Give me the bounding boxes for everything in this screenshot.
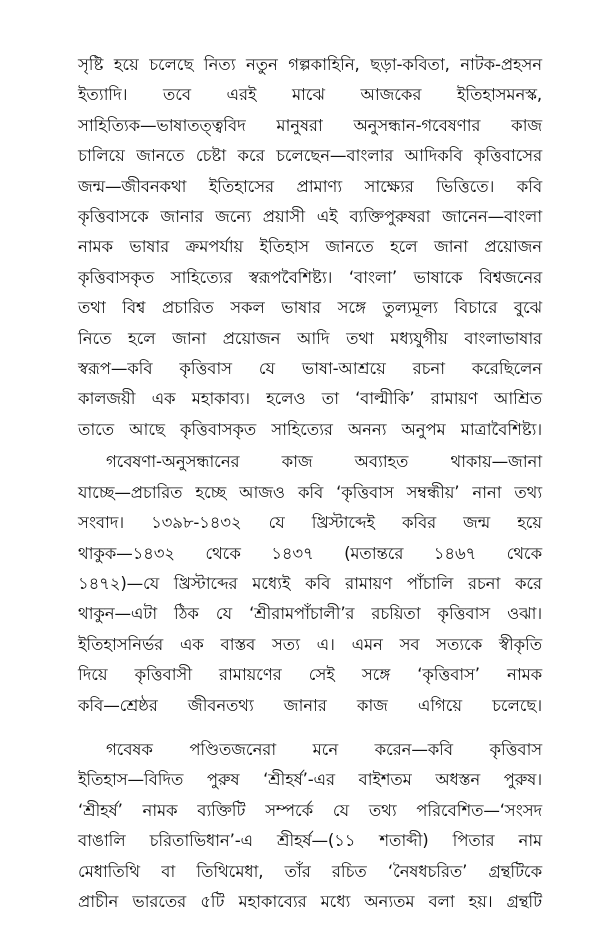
text-line: কালজয়ী এক মহাকাব্য। হলেও তা ‘বাল্মীকি’ রামায়ণ আশ্রিত xyxy=(78,389,542,409)
text-line: সাহিত্যিক—ভাষাতত্ত্ববিদ মানুষরা অনুসন্ধান-গবেষণার কাজ xyxy=(78,115,542,135)
text-line: জন্ম—জীবনকথা ইতিহাসের প্রামাণ্য সাক্ষ্যের ভিত্তিতে। কবি xyxy=(78,176,542,196)
text-line: স্বরূপ—কবি কৃত্তিবাস যে ভাষা-আশ্রয়ে রচনা করেছিলেন xyxy=(78,359,542,379)
text-line: থাকুক—১৪৩২ থেকে ১৪৩৭ (মতান্তরে ১৪৬৭ থেকে xyxy=(78,543,542,563)
paragraph-gap xyxy=(78,721,542,735)
text-line: ইতিহাসনির্ভর এক বাস্তব সত্য এ। এমন সব সত্যকে স্বীকৃতি xyxy=(78,634,542,654)
text-line: কৃত্তিবাসকৃত সাহিত্যের স্বরূপবৈশিষ্ট্য। ‘বাংলা’ ভাষাকে বিশ্বজনের xyxy=(78,267,542,287)
text-line: গবেষক পণ্ডিতজনেরা মনে করেন—কবি কৃত্তিবাস xyxy=(106,739,542,759)
text-line: সৃষ্টি হয়ে চলেছে নিত্য নতুন গল্পকাহিনি, ছড়া-কবিতা, নাটক-প্রহসন xyxy=(78,55,542,74)
paragraph-3 xyxy=(78,735,542,917)
text-line: ইত্যাদি। তবে এরই মাঝে আজকের ইতিহাসমনস্ক, xyxy=(78,85,542,105)
text-line: যাচ্ছে—প্রচারিত হচ্ছে আজও কবি ‘কৃত্তিবাস সম্বন্ধীয়’ নানা তথ্য xyxy=(78,482,542,502)
text-line: ‘শ্রীহর্ষ’ নামক ব্যক্তিটি সম্পর্কে যে তথ্য পরিবেশিত—‘সংসদ xyxy=(78,800,542,820)
paragraph-2 xyxy=(78,447,542,721)
text-line: কৃত্তিবাসকে জানার জন্যে প্রয়াসী এই ব্যক্তিপুরুষরা জানেন—বাংলা xyxy=(78,207,542,227)
text-line: তাতে আছে কৃত্তিবাসকৃত সাহিত্যের অনন্য অনুপম মাত্রাবৈশিষ্ট্য। xyxy=(78,419,542,439)
text-line: প্রাচীন ভারতের ৫টি মহাকাব্যের মধ্যে অন্যতম বলা হয়। গ্রন্থটি xyxy=(78,891,542,911)
text-line: দিয়ে কৃত্তিবাসী রামায়ণের সেই সঙ্গে ‘কৃত্তিবাস’ নামক xyxy=(78,665,542,685)
paragraph-1 xyxy=(78,50,542,445)
text-line: মেধাতিথি বা তিথিমেধা, তাঁর রচিত ‘নৈষধচরিত’ গ্রন্থটিকে xyxy=(78,861,542,881)
text-line: তথা বিশ্ব প্রচারিত সকল ভাষার সঙ্গে তুল্যমূল্য বিচারে বুঝে xyxy=(78,298,542,318)
text-line: নামক ভাষার ক্রমপর্যায় ইতিহাস জানতে হলে জানা প্রয়োজন xyxy=(78,237,542,257)
text-line: ১৪৭২)—যে খ্রিস্টাব্দের মধ্যেই কবি রামায়ণ পাঁচালি রচনা করে xyxy=(78,573,542,593)
text-line: চালিয়ে জানতে চেষ্টা করে চলেছেন—বাংলার আদিকবি কৃত্তিবাসের xyxy=(78,146,542,166)
text-line: সংবাদ। ১৩৯৮-১৪৩২ যে খ্রিস্টাব্দেই কবির জন্ম হয়ে xyxy=(78,513,542,533)
text-line: কবি—শ্রেষ্ঠর জীবনতথ্য জানার কাজ এগিয়ে চলেছে। xyxy=(78,695,542,715)
text-line: বাঙালি চরিতাভিধান’-এ শ্রীহর্ষ—(১১ শতাব্দী) পিতার নাম xyxy=(78,831,542,851)
text-line: নিতে হলে জানা প্রয়োজন আদি তথা মধ্যযুগীয় বাংলাভাষার xyxy=(78,328,542,348)
text-line: গবেষণা-অনুসন্ধানের কাজ অব্যাহত থাকায়—জানা xyxy=(106,452,542,472)
text-line: থাকুন—এটা ঠিক যে ‘শ্রীরামপাঁচালী’র রচয়িতা কৃত্তিবাস ওঝা। xyxy=(78,604,542,624)
text-line: ইতিহাস—বিদিত পুরুষ ‘শ্রীহর্ষ’-এর বাইশতম অধস্তন পুরুষ। xyxy=(78,770,542,790)
